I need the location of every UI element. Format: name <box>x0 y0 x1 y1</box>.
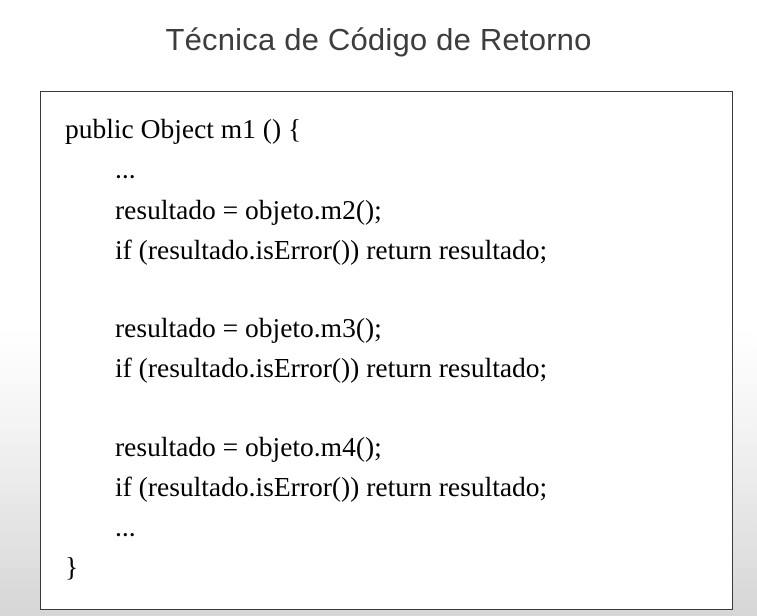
code-line-ellipsis-start: ... <box>115 153 136 184</box>
slide-title: Técnica de Código de Retorno <box>165 22 592 57</box>
code-line-ellipsis-end: ... <box>115 511 136 542</box>
code-line-closing-brace: } <box>65 551 79 582</box>
code-line-call-m3: resultado = objeto.m3(); <box>115 312 382 343</box>
code-line-call-m2: resultado = objeto.m2(); <box>115 194 382 225</box>
code-line-check-m3: if (resultado.isError()) return resultado; <box>115 352 548 383</box>
code-block <box>40 91 733 610</box>
code-line-check-m4: if (resultado.isError()) return resultado; <box>115 471 548 502</box>
code-line-call-m4: resultado = objeto.m4(); <box>115 431 382 462</box>
code-line-method-signature: public Object m1 () { <box>65 113 302 144</box>
code-line-check-m2: if (resultado.isError()) return resultado; <box>115 234 548 265</box>
